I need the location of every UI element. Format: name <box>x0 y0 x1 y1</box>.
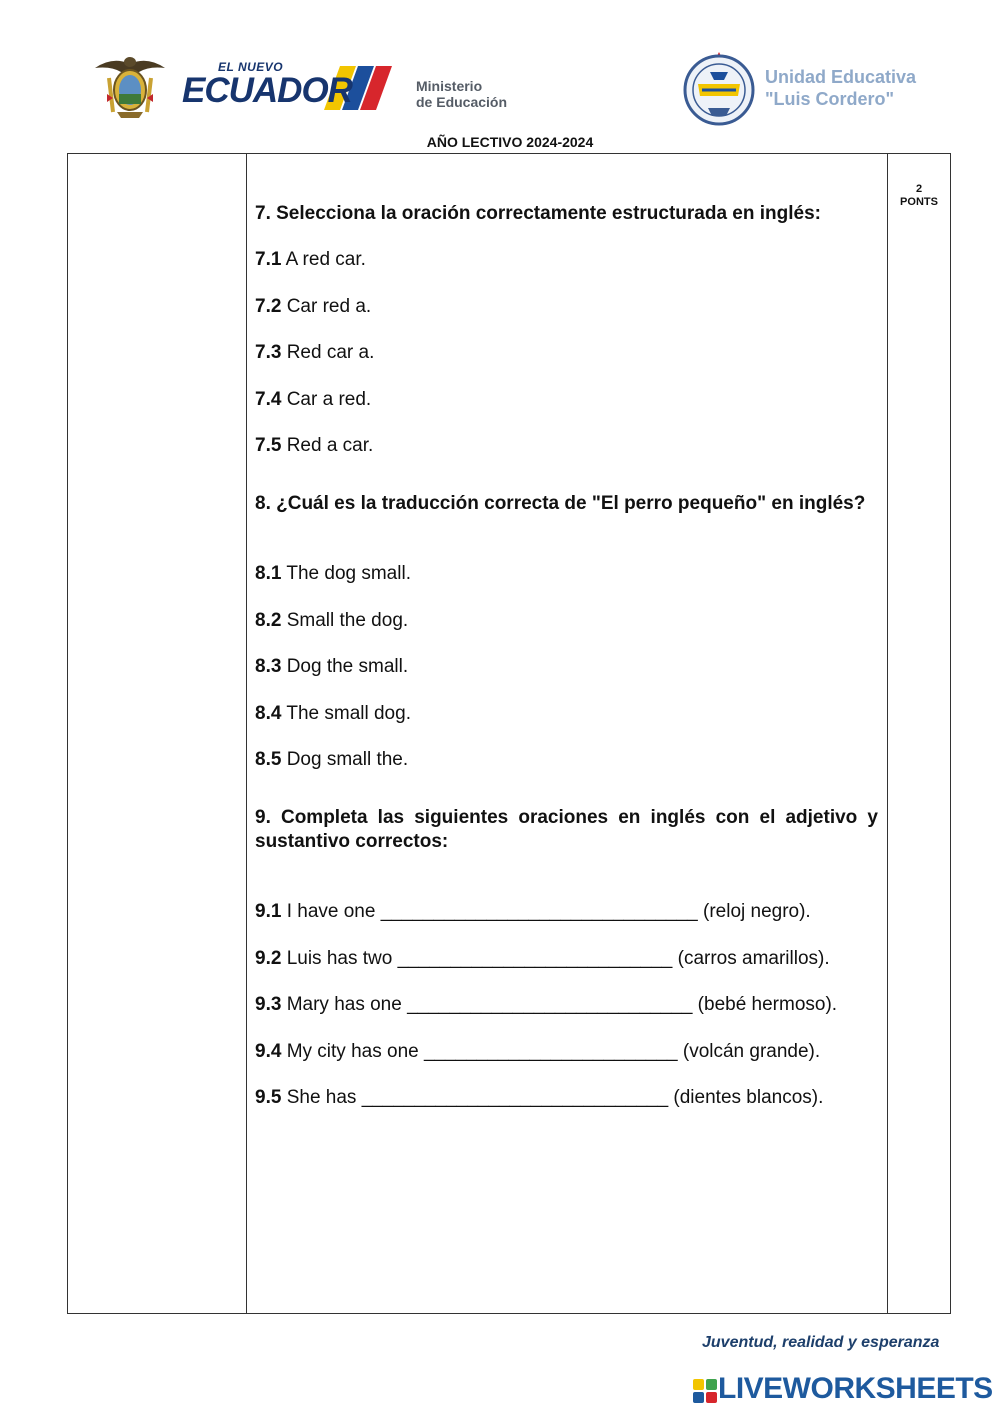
question-7 <box>255 202 878 458</box>
logo-wordmark: ECUADOR <box>182 71 352 110</box>
points-label: PONTS <box>900 196 938 208</box>
item-text: She has _____________________________ (dientes blancos). <box>281 1087 824 1108</box>
school-name <box>765 66 916 110</box>
points-value: 2 <box>915 183 923 195</box>
school-motto: Juventud, realidad y esperanza <box>702 1334 940 1351</box>
option-number: 8.5 <box>255 749 282 770</box>
option-7-4[interactable] <box>255 388 878 412</box>
item-number: 9.3 <box>255 994 282 1015</box>
question-9 <box>255 806 878 1110</box>
option-number: 7.3 <box>255 342 282 363</box>
option-number: 8.2 <box>255 609 282 631</box>
option-number: 7.2 <box>255 295 282 317</box>
ministry-name <box>416 78 507 110</box>
school-seal-icon <box>680 50 758 128</box>
option-7-2[interactable] <box>255 295 878 319</box>
option-number: 8.4 <box>255 702 282 724</box>
item-number: 9.2 <box>255 947 282 969</box>
item-text: Luis has two __________________________ (carros amarillos). <box>281 947 830 969</box>
option-text: Dog the small. <box>281 656 409 677</box>
option-text: Dog small the. <box>281 749 409 770</box>
fill-in-9-3[interactable] <box>255 993 878 1017</box>
item-text: Mary has one ___________________________ (bebé hermoso). <box>281 994 838 1015</box>
option-text: A red car. <box>281 249 366 270</box>
option-text: The dog small. <box>281 563 411 584</box>
item-text: My city has one ________________________ (volcán grande). <box>281 1040 821 1062</box>
option-7-3[interactable] <box>255 341 878 365</box>
column-divider-right <box>887 153 888 1314</box>
question-9-title: 9. Completa las siguientes oraciones en inglés con el adjetivo y sustantivo correctos: <box>255 807 878 852</box>
option-8-4[interactable] <box>255 702 878 726</box>
option-8-3[interactable] <box>255 655 878 679</box>
item-number: 9.5 <box>255 1087 282 1108</box>
option-text: Red car a. <box>281 342 375 363</box>
option-7-5[interactable] <box>255 434 878 458</box>
fill-in-9-2[interactable] <box>255 947 878 971</box>
ministry-line-2: de Educación <box>416 94 508 110</box>
item-text: I have one ______________________________ (reloj negro). <box>281 901 811 922</box>
ministry-line-1: Ministerio <box>416 78 483 94</box>
option-number: 8.3 <box>255 656 282 677</box>
item-number: 9.4 <box>255 1040 282 1062</box>
option-text: Car red a. <box>281 295 372 317</box>
liveworksheets-icon <box>692 1378 718 1404</box>
fill-in-9-5[interactable] <box>255 1086 878 1110</box>
option-text: The small dog. <box>281 702 411 724</box>
option-text: Car a red. <box>281 388 372 410</box>
option-8-1[interactable] <box>255 562 878 586</box>
option-7-1[interactable] <box>255 248 878 272</box>
school-year-title: AÑO LECTIVO 2024-2024 <box>426 134 594 150</box>
liveworksheets-brand[interactable]: LIVEWORKSHEETS <box>718 1372 993 1405</box>
option-number: 7.4 <box>255 388 282 410</box>
school-name-line-1: Unidad Educativa <box>765 67 917 87</box>
coat-of-arms-icon <box>93 54 167 120</box>
column-divider-left <box>246 153 247 1314</box>
fill-in-9-1[interactable] <box>255 900 878 924</box>
school-name-line-2: "Luis Cordero" <box>765 89 895 109</box>
question-8 <box>255 492 878 772</box>
option-text: Red a car. <box>281 435 374 456</box>
option-number: 7.1 <box>255 249 282 270</box>
questions-column <box>255 202 878 1133</box>
option-8-2[interactable] <box>255 609 878 633</box>
question-8-title: 8. ¿Cuál es la traducción correcta de "El perro pequeño" en inglés? <box>255 493 866 514</box>
item-number: 9.1 <box>255 901 282 922</box>
option-8-5[interactable] <box>255 748 878 772</box>
logo-tagline: EL NUEVO <box>218 60 284 74</box>
fill-in-9-4[interactable] <box>255 1040 878 1064</box>
option-number: 7.5 <box>255 435 282 456</box>
option-number: 8.1 <box>255 563 282 584</box>
question-7-title: 7. Selecciona la oración correctamente estructurada en inglés: <box>255 203 821 224</box>
points-cell <box>888 183 950 209</box>
option-text: Small the dog. <box>281 609 409 631</box>
